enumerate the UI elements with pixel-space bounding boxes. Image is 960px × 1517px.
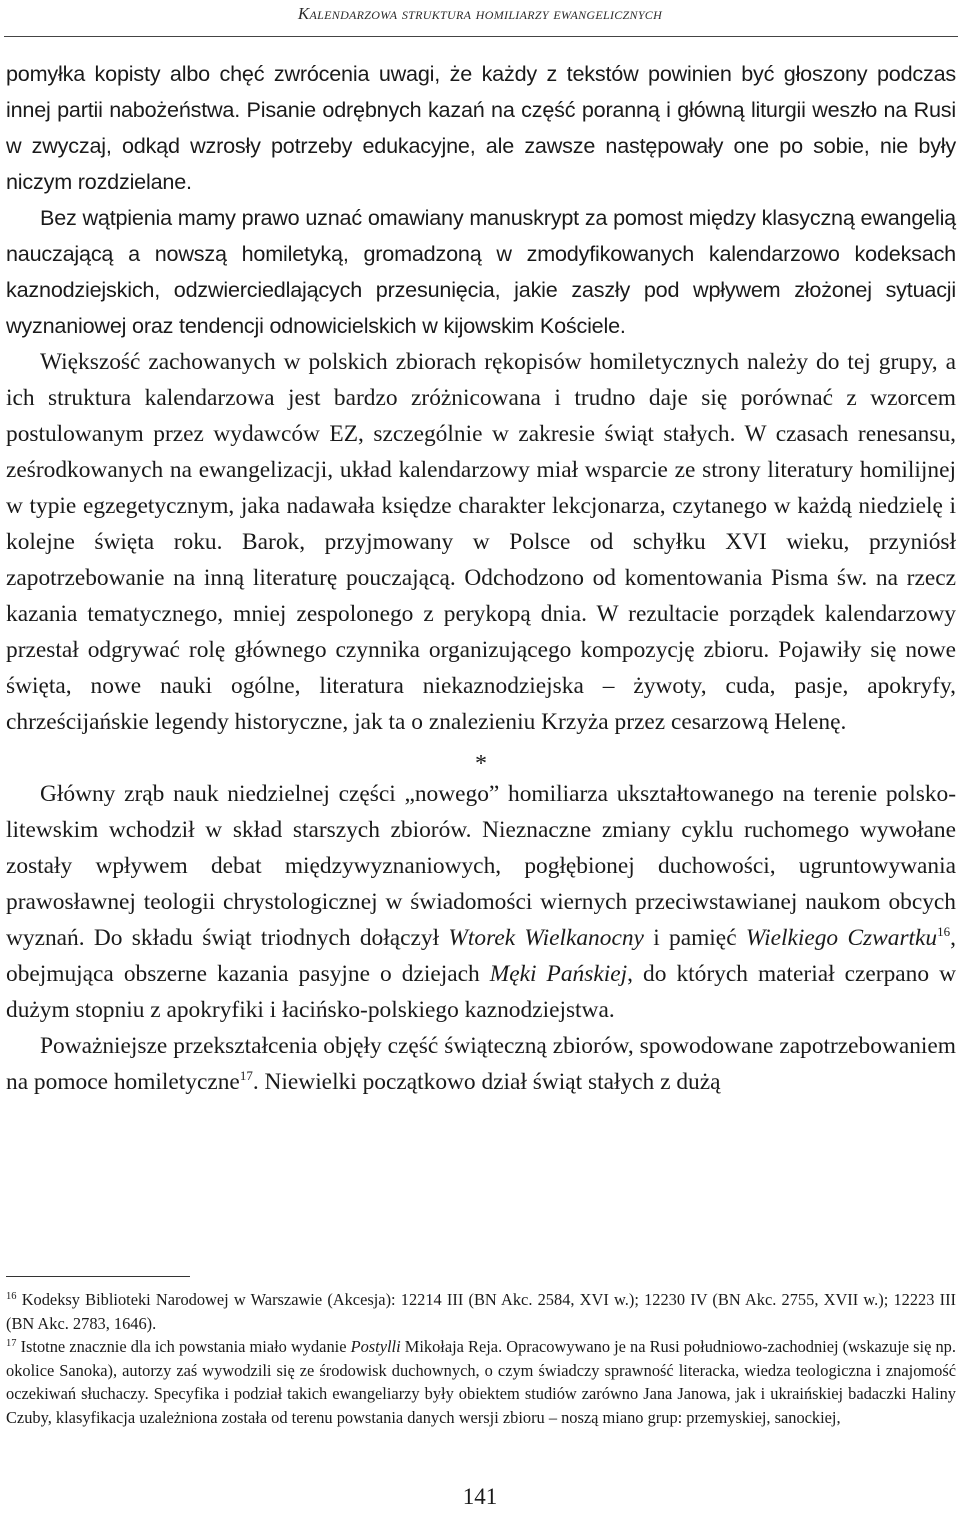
- p5-text-b: . Niewielki początkowo dział świąt stałych z dużą: [252, 1069, 721, 1095]
- footnote-17-number: 17: [6, 1338, 17, 1350]
- p4-text-c: , obejmująca obszerne kazania pasyjne o dziejach: [6, 925, 956, 987]
- p4-text-d: , do których materiał czerpano w dużym stopniu z apokryfiki i łacińsko-polskiego kaznodziejstwa.: [6, 961, 956, 1023]
- footnote-16: [6, 1288, 956, 1335]
- paragraph-4: [6, 776, 956, 1028]
- main-text: [6, 56, 956, 1100]
- p4-text-b: i pamięć: [643, 925, 746, 951]
- footnote-ref-16[interactable]: 16: [937, 924, 951, 939]
- page-number: 141: [462, 1484, 498, 1509]
- footnote-17-text-b: Mikołaja Reja. Opracowywano je na Rusi południowo-zachodniej (wskazuje się np. okolice Sanoka), autorzy zaś wywodzili się ze środowisk duchownych, o czym świadczy sprawność literacka, wiedza teologiczna i znajomość oczekiwań słuchaczy. Specyfika i podział takich ewangeliarzy były obiektem studiów zarówno Jana Janowa, jak i ukraińskiej badaczki Haliny Czuby, klasyfikacja uzależniona została od terenu powstania danych wersji zbioru – noszą miano grup: przemyskiej, sanockiej,: [6, 1337, 956, 1427]
- footnote-divider: [6, 1276, 190, 1277]
- p4-italic-meka: Męki Pańskiej: [489, 961, 628, 987]
- footnote-16-number: 16: [6, 1291, 17, 1302]
- footnote-ref-17[interactable]: 17: [239, 1068, 253, 1083]
- footnote-17-text-a: Istotne znacznie dla ich powstania miało wydanie: [16, 1337, 351, 1357]
- header-divider: [4, 36, 958, 37]
- footnote-16-text: Kodeksy Biblioteki Narodowej w Warszawie (Akcesja): 12214 III (BN Akc. 2584, XVI w.); 12230 IV (BN Akc. 2755, XVII w.); 12223 III (BN Akc. 2783, 1646).: [6, 1290, 956, 1333]
- running-header: [0, 0, 960, 36]
- paragraph-2: Bez wątpienia mamy prawo uznać omawiany manuskrypt za pomost między klasyczną ewangelią nauczającą a nowszą homiletyką, gromadzoną w zmodyfikowanych kalendarzowo kodeksach kaznodziejskich, odzwierciedlających przesunięcia, jakie zaszły pod wpływem złożonej sytuacji wyznaniowej oraz tendencji odnowicielskich w kijowskim Kościele.: [6, 205, 956, 338]
- p4-italic-wtorek: Wtorek Wielkanocny: [448, 925, 644, 951]
- section-separator: *: [475, 751, 487, 777]
- footnote-17-italic: Postylli: [350, 1337, 401, 1357]
- p5-text-a: Poważniejsze przekształcenia objęły część świąteczną zbiorów, spowodowane zapotrzebowaniem na pomoce homiletyczne: [6, 1033, 956, 1095]
- footnote-17: [6, 1335, 956, 1429]
- paragraph-1: pomyłka kopisty albo chęć zwrócenia uwagi, że każdy z tekstów powinien być głoszony podczas innej partii nabożeństwa. Pisanie odrębnych kazań na część poranną i główną liturgii weszło na Rusi w zwyczaj, odkąd wzrosły potrzeby edukacyjne, ale zawsze następowały one po sobie, nie były niczym rozdzielane.: [6, 61, 956, 194]
- footnotes: [6, 1288, 956, 1430]
- p4-italic-czwartek: Wielkiego Czwartku: [745, 925, 938, 951]
- p4-text-a: Główny zrąb nauk niedzielnej części „nowego” homiliarza ukształtowanego na terenie polsko-litewskim wchodził w skład starszych zbiorów. Nieznaczne zmiany cyklu ruchomego wywołane zostały wpływem debat międzywyznaniowych, pogłębionej duchowości, ugruntowywania prawosławnej teologii chrystologicznej w świadomości wiernych przeciwstawianej naukom obcych wyznań. Do składu świąt triodnych dołączył: [6, 781, 956, 951]
- paragraph-3: Większość zachowanych w polskich zbiorach rękopisów homiletycznych należy do tej grupy, a ich struktura kalendarzowa jest bardzo zróżnicowana i trudno daje się porównać z wzorcem postulowanym przez wydawców EZ, szczególnie w zakresie świąt stałych. W czasach renesansu, ześrodkowanych na ewangelizacji, układ kalendarzowy miał wsparcie ze strony literatury homilijnej w typie egzegetycznym, jaka nadawała księdze charakter lekcjonarza, czytanego w każdą niedzielę i kolejne święta roku. Barok, przyjmowany w Polsce od schyłku XVI wieku, przyniósł zapotrzebowanie na inną literaturę pouczającą. Odchodzono od komentowania Pisma św. na rzecz kazania tematycznego, mniej zespolonego z perykopą dnia. W rezultacie porządek kalendarzowy przestał odgrywać rolę głównego czynnika organizującego kompozycję zbioru. Pojawiły się nowe święta, nowe nauki ogólne, literatura niekaznodziejska – żywoty, cuda, pasje, apokryfy, chrześcijańskie legendy historyczne, jak ta o znalezieniu Krzyża przez cesarzową Helenę.: [6, 349, 956, 735]
- running-title: Kalendarzowa struktura homiliarzy ewangelicznych: [297, 4, 663, 23]
- paragraph-5: [6, 1028, 956, 1100]
